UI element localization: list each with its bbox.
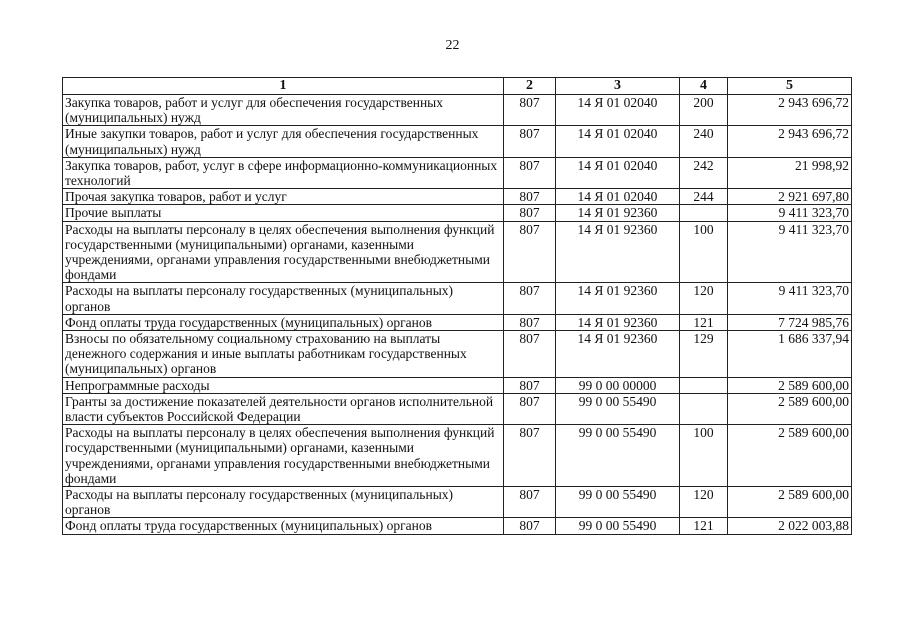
- cell-ministry: 807: [504, 283, 556, 314]
- header-cell-name: 1: [63, 78, 504, 95]
- cell-amount: 2 589 600,00: [728, 393, 852, 424]
- cell-target-article: 99 0 00 55490: [556, 393, 680, 424]
- cell-ministry: 807: [504, 487, 556, 518]
- cell-target-article: 14 Я 01 92360: [556, 205, 680, 221]
- cell-amount: 9 411 323,70: [728, 221, 852, 283]
- cell-target-article: 14 Я 01 02040: [556, 126, 680, 157]
- cell-target-article: 99 0 00 00000: [556, 377, 680, 393]
- cell-expense-type: 100: [680, 425, 728, 487]
- table-row: [63, 425, 852, 487]
- header-cell-ministry: 2: [504, 78, 556, 95]
- cell-target-article: 99 0 00 55490: [556, 518, 680, 534]
- table-row: [63, 95, 852, 126]
- cell-name: Расходы на выплаты персоналу государственных (муниципальных) органов: [63, 487, 504, 518]
- cell-target-article: 14 Я 01 92360: [556, 314, 680, 330]
- cell-amount: 2 943 696,72: [728, 126, 852, 157]
- cell-name: Прочая закупка товаров, работ и услуг: [63, 189, 504, 205]
- cell-expense-type: 129: [680, 331, 728, 378]
- cell-ministry: 807: [504, 425, 556, 487]
- cell-amount: 21 998,92: [728, 157, 852, 188]
- cell-amount: 9 411 323,70: [728, 205, 852, 221]
- table-row: [63, 205, 852, 221]
- cell-target-article: 14 Я 01 02040: [556, 157, 680, 188]
- cell-expense-type: 120: [680, 487, 728, 518]
- cell-expense-type: 121: [680, 518, 728, 534]
- cell-expense-type: [680, 377, 728, 393]
- cell-ministry: 807: [504, 189, 556, 205]
- header-cell-amount: 5: [728, 78, 852, 95]
- table-row: [63, 157, 852, 188]
- cell-ministry: 807: [504, 95, 556, 126]
- cell-target-article: 14 Я 01 92360: [556, 283, 680, 314]
- cell-ministry: 807: [504, 331, 556, 378]
- cell-name: Иные закупки товаров, работ и услуг для обеспечения государственных (муниципальных) нужд: [63, 126, 504, 157]
- cell-ministry: 807: [504, 126, 556, 157]
- table-row: [63, 393, 852, 424]
- table-row: [63, 283, 852, 314]
- header-row: [63, 78, 852, 95]
- cell-expense-type: 120: [680, 283, 728, 314]
- cell-target-article: 99 0 00 55490: [556, 487, 680, 518]
- cell-amount: 2 943 696,72: [728, 95, 852, 126]
- cell-name: Прочие выплаты: [63, 205, 504, 221]
- table-row: [63, 518, 852, 534]
- cell-amount: 2 921 697,80: [728, 189, 852, 205]
- cell-amount: 9 411 323,70: [728, 283, 852, 314]
- cell-expense-type: [680, 393, 728, 424]
- cell-name: Расходы на выплаты персоналу государственных (муниципальных) органов: [63, 283, 504, 314]
- cell-expense-type: 240: [680, 126, 728, 157]
- cell-name: Гранты за достижение показателей деятельности органов исполнительной власти субъектов Российской Федерации: [63, 393, 504, 424]
- cell-name: Непрограммные расходы: [63, 377, 504, 393]
- cell-expense-type: 244: [680, 189, 728, 205]
- cell-amount: 2 022 003,88: [728, 518, 852, 534]
- cell-expense-type: [680, 205, 728, 221]
- cell-name: Фонд оплаты труда государственных (муниципальных) органов: [63, 314, 504, 330]
- cell-amount: 2 589 600,00: [728, 377, 852, 393]
- cell-target-article: 14 Я 01 02040: [556, 189, 680, 205]
- table-row: [63, 377, 852, 393]
- cell-ministry: 807: [504, 221, 556, 283]
- cell-name: Расходы на выплаты персоналу в целях обеспечения выполнения функций государственными (муниципальными) органами, казенными учреждениями, органами управления государственными внебюджетными фондами: [63, 425, 504, 487]
- cell-target-article: 99 0 00 55490: [556, 425, 680, 487]
- table-row: [63, 189, 852, 205]
- cell-target-article: 14 Я 01 92360: [556, 331, 680, 378]
- cell-amount: 7 724 985,76: [728, 314, 852, 330]
- table-row: [63, 126, 852, 157]
- cell-name: Расходы на выплаты персоналу в целях обеспечения выполнения функций государственными (муниципальными) органами, казенными учреждениями, органами управления государственными внебюджетными фондами: [63, 221, 504, 283]
- table-row: [63, 314, 852, 330]
- table-body: [63, 95, 852, 535]
- cell-name: Фонд оплаты труда государственных (муниципальных) органов: [63, 518, 504, 534]
- cell-expense-type: 121: [680, 314, 728, 330]
- cell-ministry: 807: [504, 393, 556, 424]
- cell-amount: 2 589 600,00: [728, 487, 852, 518]
- cell-name: Закупка товаров, работ и услуг для обеспечения государственных (муниципальных) нужд: [63, 95, 504, 126]
- cell-expense-type: 100: [680, 221, 728, 283]
- page-number: 22: [445, 38, 460, 53]
- cell-target-article: 14 Я 01 02040: [556, 95, 680, 126]
- table-row: [63, 221, 852, 283]
- cell-ministry: 807: [504, 157, 556, 188]
- table-row: [63, 331, 852, 378]
- cell-expense-type: 200: [680, 95, 728, 126]
- cell-expense-type: 242: [680, 157, 728, 188]
- cell-amount: 2 589 600,00: [728, 425, 852, 487]
- budget-table: [62, 77, 852, 535]
- cell-ministry: 807: [504, 205, 556, 221]
- table-row: [63, 487, 852, 518]
- cell-name: Закупка товаров, работ, услуг в сфере информационно-коммуникационных технологий: [63, 157, 504, 188]
- cell-ministry: 807: [504, 518, 556, 534]
- header-cell-expense-type: 4: [680, 78, 728, 95]
- cell-ministry: 807: [504, 314, 556, 330]
- cell-ministry: 807: [504, 377, 556, 393]
- cell-amount: 1 686 337,94: [728, 331, 852, 378]
- header-cell-target-article: 3: [556, 78, 680, 95]
- cell-name: Взносы по обязательному социальному страхованию на выплаты денежного содержания и иные выплаты работникам государственных (муниципальных) органов: [63, 331, 504, 378]
- cell-target-article: 14 Я 01 92360: [556, 221, 680, 283]
